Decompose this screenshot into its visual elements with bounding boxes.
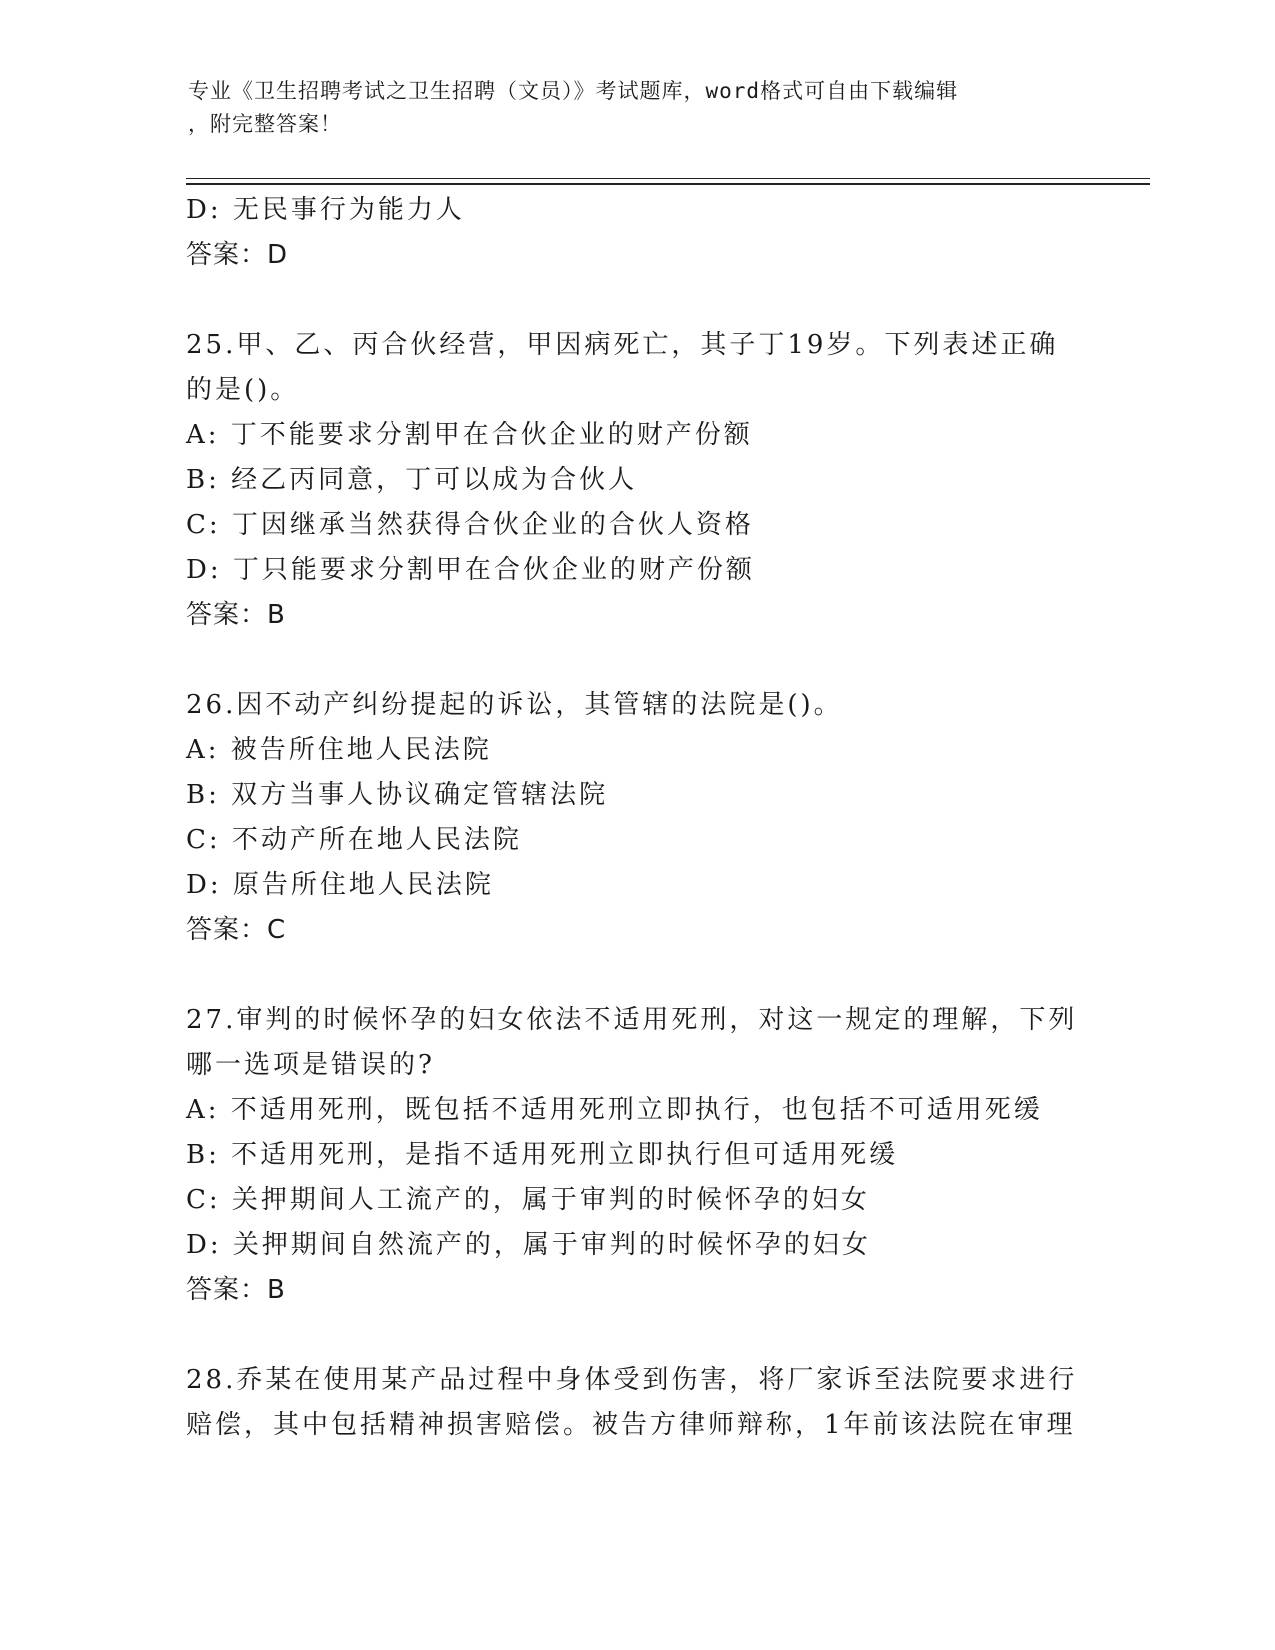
option-b: B: 经乙丙同意，丁可以成为合伙人 xyxy=(186,465,638,495)
header-rule-thin xyxy=(186,178,1150,179)
question-28 xyxy=(186,1358,1086,1448)
stem-line: 26.因不动产纠纷提起的诉讼，其管辖的法院是()。 xyxy=(186,690,843,720)
stem-line: 25.甲、乙、丙合伙经营，甲因病死亡，其子丁19岁。下列表述正确 xyxy=(186,330,1059,360)
option-b: B: 双方当事人协议确定管辖法院 xyxy=(186,780,609,810)
option-a: A: 不适用死刑，既包括不适用死刑立即执行，也包括不可适用死缓 xyxy=(186,1095,1043,1125)
answer: 答案：D xyxy=(186,240,289,270)
stem-line: 28.乔某在使用某产品过程中身体受到伤害，将厂家诉至法院要求进行 xyxy=(186,1365,1078,1395)
question-list xyxy=(186,188,1086,1448)
previous-question-tail xyxy=(186,188,1086,278)
answer: 答案：C xyxy=(186,915,287,945)
option-d: D: 关押期间自然流产的，属于审判的时候怀孕的妇女 xyxy=(186,1230,871,1260)
stem-line: 27.审判的时候怀孕的妇女依法不适用死刑，对这一规定的理解，下列 xyxy=(186,1005,1078,1035)
option-d: D: 丁只能要求分割甲在合伙企业的财产份额 xyxy=(186,555,755,585)
answer: 答案：B xyxy=(186,600,286,630)
answer: 答案：B xyxy=(186,1275,286,1305)
header-line-2: ，附完整答案！ xyxy=(188,112,342,136)
option-c: C: 关押期间人工流产的，属于审判的时候怀孕的妇女 xyxy=(186,1185,870,1215)
header-rule-thick xyxy=(186,183,1150,185)
option-a: A: 丁不能要求分割甲在合伙企业的财产份额 xyxy=(186,420,753,450)
question-27 xyxy=(186,998,1086,1313)
question-25 xyxy=(186,323,1086,638)
question-stem xyxy=(186,683,1086,728)
question-stem xyxy=(186,998,1086,1088)
page-header xyxy=(188,75,1068,141)
option-c: C: 不动产所在地人民法院 xyxy=(186,825,522,855)
stem-line: 赔偿，其中包括精神损害赔偿。被告方律师辩称，1年前该法院在审理 xyxy=(186,1410,1076,1440)
option-c: C: 丁因继承当然获得合伙企业的合伙人资格 xyxy=(186,510,754,540)
question-26 xyxy=(186,683,1086,953)
question-stem xyxy=(186,323,1086,413)
option-d: D: 原告所住地人民法院 xyxy=(186,870,494,900)
stem-line: 哪一选项是错误的? xyxy=(186,1050,435,1080)
option-a: A: 被告所住地人民法院 xyxy=(186,735,492,765)
option-b: B: 不适用死刑，是指不适用死刑立即执行但可适用死缓 xyxy=(186,1140,899,1170)
option-d: D: 无民事行为能力人 xyxy=(186,195,465,225)
header-line-1: 专业《卫生招聘考试之卫生招聘（文员）》考试题库，word格式可自由下载编辑 xyxy=(188,79,959,103)
stem-line: 的是()。 xyxy=(186,375,300,405)
question-stem xyxy=(186,1358,1086,1448)
